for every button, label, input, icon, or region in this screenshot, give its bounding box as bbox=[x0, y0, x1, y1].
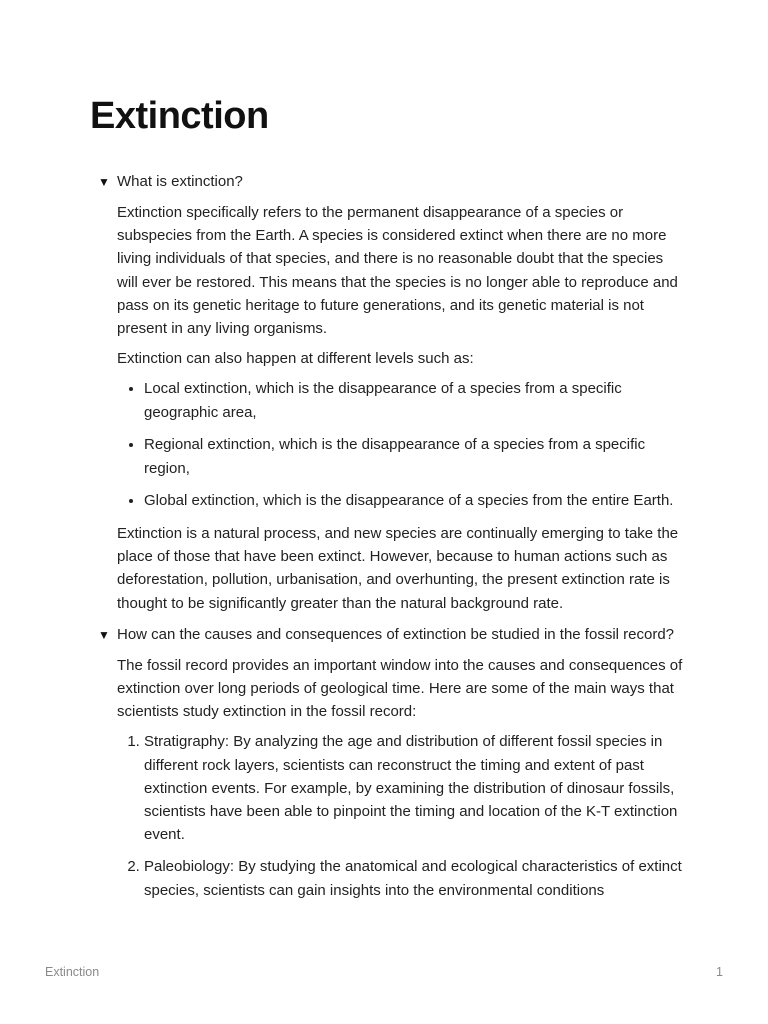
numbered-list bbox=[117, 730, 688, 901]
section-toggle[interactable] bbox=[98, 623, 688, 647]
paragraph: Extinction is a natural process, and new species are continually emerging to take the place of those that have been extinct. However, because to human actions such as deforestation, pollution, urbanisation, and overhunting, the present extinction rate is thought to be significantly greater than the natural background rate. bbox=[117, 524, 679, 612]
paragraph: The fossil record provides an important window into the causes and consequences of extinction over long periods of geological time. Here are some of the main ways that scientists study extinction in the fossil record: bbox=[117, 656, 683, 721]
footer-title: Extinction bbox=[45, 965, 100, 979]
page-number: 1 bbox=[716, 965, 723, 979]
list-item: • Local extinction, which is the disappearance of a species from a specific geographic area, bbox=[144, 377, 688, 423]
section-what-is-extinction bbox=[98, 170, 688, 615]
section-heading: How can the causes and consequences of extinction be studied in the fossil record? bbox=[117, 625, 675, 643]
section-content bbox=[117, 654, 688, 902]
expanded-triangle-icon: ▼ bbox=[98, 627, 110, 642]
list-item: • Regional extinction, which is the disappearance of a species from a specific region, bbox=[144, 433, 688, 479]
list-item: 2. Paleobiology: By studying the anatomical and ecological characteristics of extinct species, scientists can gain insights into the environmental conditions bbox=[144, 855, 688, 901]
document-body bbox=[98, 170, 688, 911]
paragraph: Extinction can also happen at different levels such as: bbox=[117, 350, 474, 368]
expanded-triangle-icon: ▼ bbox=[98, 175, 110, 189]
section-content bbox=[117, 201, 688, 615]
section-heading: What is extinction? bbox=[117, 173, 243, 190]
page-title: Extinction bbox=[90, 95, 269, 137]
section-toggle[interactable] bbox=[98, 170, 688, 194]
list-item: • Global extinction, which is the disappearance of a species from the entire Earth. bbox=[144, 489, 688, 512]
list-item: 1. Stratigraphy: By analyzing the age and distribution of different fossil species in different rock layers, scientists can reconstruct the timing and extent of past extinction events. For example, by examining the distribution of dinosaur fossils, scientists have been able to pinpoint the timing and location of the K-T extinction event. bbox=[144, 730, 688, 846]
section-fossil-record bbox=[98, 623, 688, 902]
bullet-list bbox=[117, 377, 688, 512]
paragraph: Extinction specifically refers to the permanent disappearance of a species or subspecies from the Earth. A species is considered extinct when there are no more living individuals of that species, and there is no reasonable doubt that the species will ever be restored. This means that the species is no longer able to reproduce and pass on its genetic heritage to future generations, and its genetic material is not present in any living organisms. bbox=[117, 204, 678, 338]
